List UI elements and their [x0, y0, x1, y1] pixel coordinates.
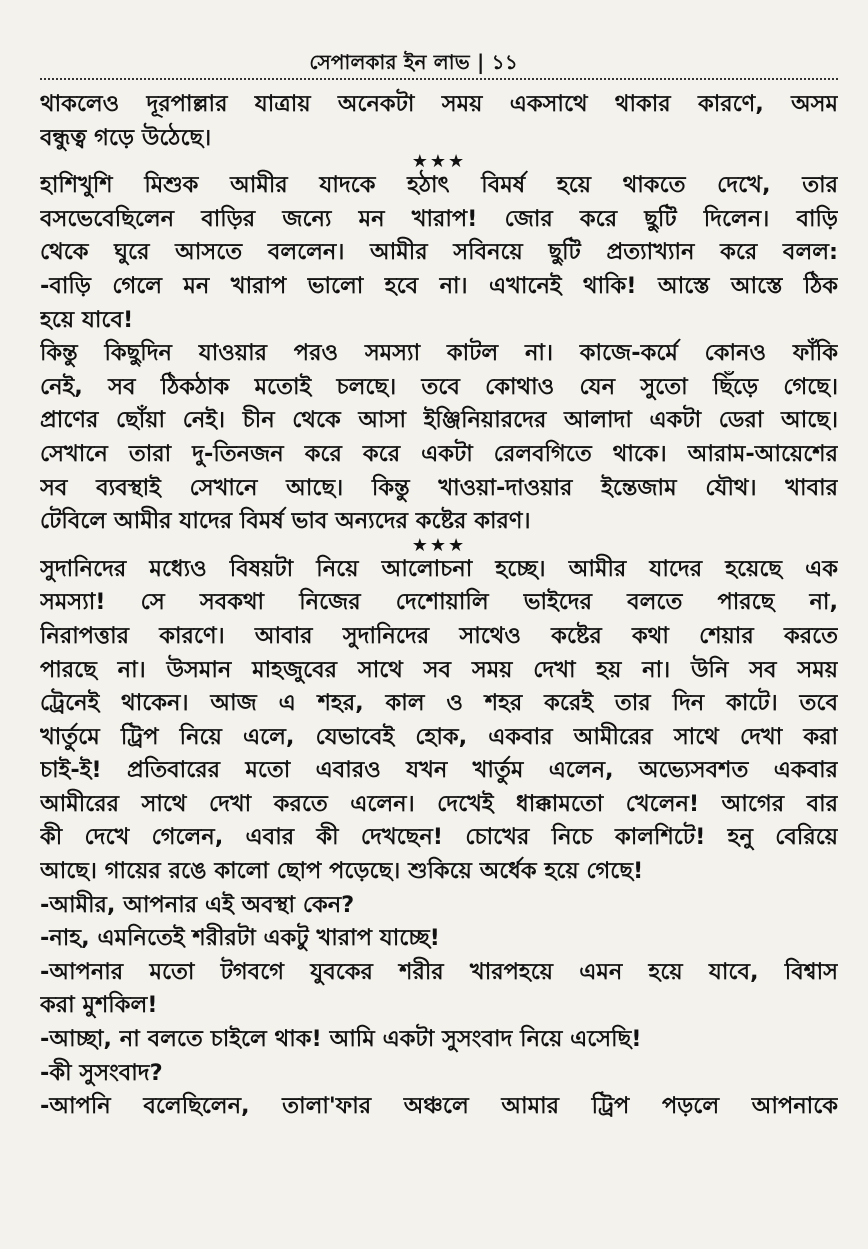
text-line: -নাহ, এমনিতেই শরীরটা একটু খারাপ যাচ্ছে! — [40, 925, 440, 952]
text-line: আছে। গায়ের রঙে কালো ছোপ পড়েছে। শুকিয়ে অর্ধেক হয়ে গেছে! — [40, 858, 644, 885]
text-line: প্রাণের ছোঁয়া নেই। চীন থেকে আসা ইঞ্জিনিয়ারদের আলাদা একটা ডেরা আছে। — [40, 407, 838, 434]
text-line: সেখানে তারা দু-তিনজন করে করে একটা রেলবগিতে থাকে। আরাম-আয়েশের — [40, 440, 838, 467]
running-head: সেপালকার ইন লাভ | ১১ — [309, 50, 518, 74]
text-line: -আপনার মতো টগবগে যুবকের শরীর খারপহয়ে এমন হয়ে যাবে, বিশ্বাস — [40, 958, 838, 985]
text-line: -আমীর, আপনার এই অবস্থা কেন? — [40, 891, 355, 918]
text-line: বন্ধুত্ব গড়ে উঠেছে। — [40, 124, 212, 151]
text-line: -আপনি বলেছিলেন, তালা'ফার অঞ্চলে আমার ট্রিপ পড়লে আপনাকে — [40, 1093, 838, 1120]
text-line: করা মুশকিল! — [40, 992, 158, 1019]
header-dotted-rule — [40, 78, 838, 80]
page-header — [40, 0, 838, 82]
text-line: খার্তুমে ট্রিপ নিয়ে এলে, যেভাবেই হোক, একবার আমীরের সাথে দেখা করা — [40, 723, 838, 750]
text-line: হাশিখুশি মিশুক আমীর যাদকে হঠাৎ বিমর্ষ হয়ে থাকতে দেখে, তার — [40, 172, 838, 199]
section-separator: ★★★ — [411, 151, 467, 173]
text-line: -আচ্ছা, না বলতে চাইলে থাক! আমি একটা সুসংবাদ নিয়ে এসেছি! — [40, 1026, 642, 1053]
text-line: টেবিলে আমীর যাদের বিমর্ষ ভাব অন্যদের কষ্টের কারণ। — [40, 508, 531, 535]
body-text — [40, 88, 838, 1124]
text-line: পারছে না। উসমান মাহজুবের সাথে সব সময় দেখা হয় না। উনি সব সময় — [40, 656, 838, 683]
text-line: থেকে ঘুরে আসতে বললেন। আমীর সবিনয়ে ছুটি প্রত্যাখ্যান করে বলল: — [40, 239, 838, 266]
text-line: চাই-ই! প্রতিবারের মতো এবারও যখন খার্তুম এলেন, অভ্যেসবশত একবার — [40, 757, 838, 784]
text-line: কিন্তু কিছুদিন যাওয়ার পরও সমস্যা কাটল না। কাজে-কর্মে কোনও ফাঁকি — [40, 340, 838, 367]
text-line: সমস্যা! সে সবকথা নিজের দেশোয়ালি ভাইদের বলতে পারছে না, — [40, 589, 838, 616]
text-line: হয়ে যাবে! — [40, 306, 134, 333]
text-line: ট্রেনেই থাকেন। আজ এ শহর, কাল ও শহর করেই তার দিন কাটে। তবে — [40, 690, 838, 717]
text-line: আমীরের সাথে দেখা করতে এলেন। দেখেই ধাক্কামতো খেলেন! আগের বার — [40, 790, 838, 817]
text-line: সব ব্যবস্থাই সেখানে আছে। কিন্তু খাওয়া-দাওয়ার ইন্তেজাম যৌথ। খাবার — [40, 474, 838, 501]
text-line: -কী সুসংবাদ? — [40, 1059, 163, 1086]
text-line: বসভেবেছিলেন বাড়ির জন্যে মন খারাপ! জোর করে ছুটি দিলেন। বাড়ি — [40, 205, 838, 232]
text-line: -বাড়ি গেলে মন খারাপ ভালো হবে না। এখানেই থাকি! আস্তে আস্তে ঠিক — [40, 272, 838, 299]
text-line: নেই, সব ঠিকঠাক মতোই চলছে। তবে কোথাও যেন সুতো ছিঁড়ে গেছে। — [40, 373, 838, 400]
text-line: কী দেখে গেলেন, এবার কী দেখছেন! চোখের নিচে কালশিটে! হনু বেরিয়ে — [40, 824, 838, 851]
text-line: থাকলেও দূরপাল্লার যাত্রায় অনেকটা সময় একসাথে থাকার কারণে, অসম — [40, 91, 838, 117]
text-line: নিরাপত্তার কারণে। আবার সুদানিদের সাথেও কষ্টের কথা শেয়ার করতে — [40, 622, 838, 649]
section-separator: ★★★ — [411, 534, 467, 556]
text-line: সুদানিদের মধ্যেও বিষয়টা নিয়ে আলোচনা হচ্ছে। আমীর যাদের হয়েছে এক — [40, 555, 838, 582]
